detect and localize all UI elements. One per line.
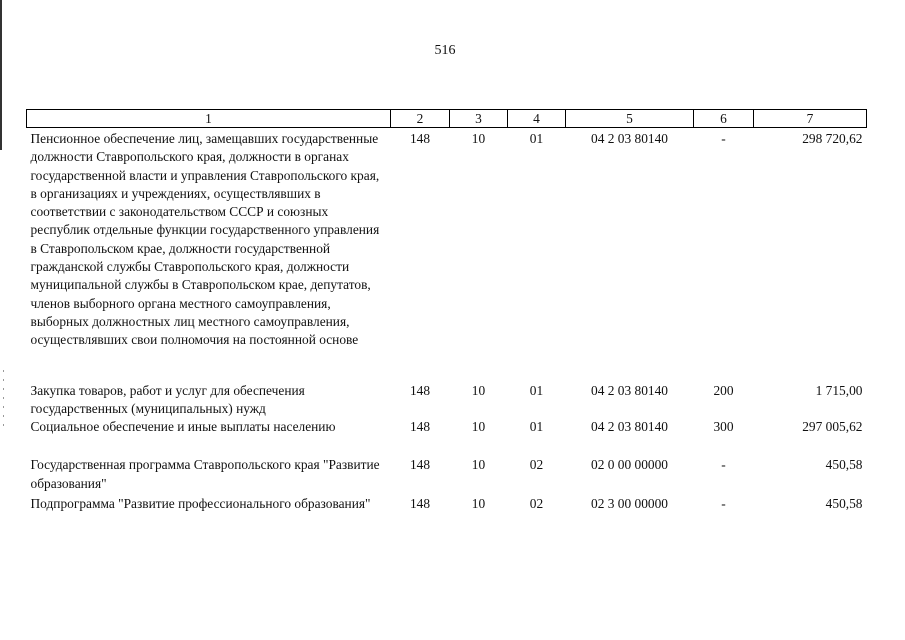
row-code-target: 04 2 03 80140 <box>591 419 668 435</box>
row-code-ministry: 148 <box>409 382 431 398</box>
column-header-5: 5 <box>566 110 694 128</box>
row-code-target: 02 0 00 00000 <box>591 457 668 473</box>
page-number: 516 <box>434 43 456 58</box>
budget-table <box>26 109 867 513</box>
row-amount: 450,58 <box>825 457 863 473</box>
row-amount: 450,58 <box>825 496 863 512</box>
row-name: Пенсионное обеспечение лиц, замещавших государственные должности Ставропольского края, должности в органах государственной власти и управления Ставропольского края, в организациях и учреждениях, осуществлявших в соответствии с законодательством СССР и союзных республик отдельные функции государственного управления в Ставропольском крае, должности государственной гражданской службы Ставропольского края, должности муниципальной службы в Ставропольском крае, депутатов, членов выборного органа местного самоуправления, выборных должностных лиц местного самоуправления, осуществлявших свои полномочия на постоянной основе <box>30 131 380 348</box>
row-code-subsection: 01 <box>529 382 544 398</box>
row-name: Государственная программа Ставропольского края "Развитие образования" <box>30 457 380 491</box>
row-code-section: 10 <box>471 131 486 146</box>
row-code-ministry: 148 <box>409 131 431 146</box>
row-amount: 298 720,62 <box>802 131 863 146</box>
row-code-expense-type: - <box>721 457 726 473</box>
row-code-subsection: 01 <box>529 419 544 435</box>
column-header-7: 7 <box>754 110 867 128</box>
row-code-subsection: 01 <box>529 131 544 146</box>
left-scan-specks <box>3 370 4 430</box>
row-amount: 1 715,00 <box>815 382 863 398</box>
row-code-expense-type: - <box>721 131 726 146</box>
table-row <box>27 436 867 493</box>
row-code-ministry: 148 <box>409 496 431 512</box>
row-code-section: 10 <box>471 419 486 435</box>
row-name: Подпрограмма "Развитие профессионального образования" <box>30 496 371 512</box>
row-code-section: 10 <box>471 457 486 473</box>
row-code-expense-type: 200 <box>713 382 734 398</box>
table-header-row <box>27 110 867 128</box>
row-amount: 297 005,62 <box>802 419 863 435</box>
table-row <box>27 493 867 513</box>
row-code-ministry: 148 <box>409 457 431 473</box>
row-name: Социальное обеспечение и иные выплаты населению <box>30 419 336 435</box>
left-scan-edge <box>0 0 2 150</box>
column-header-6: 6 <box>694 110 754 128</box>
row-code-expense-type: - <box>721 496 726 512</box>
row-code-target: 04 2 03 80140 <box>591 131 668 146</box>
table-row <box>27 128 867 350</box>
row-code-target: 04 2 03 80140 <box>591 382 668 398</box>
row-name: Закупка товаров, работ и услуг для обеспечения государственных (муниципальных) нужд <box>30 382 305 416</box>
table-row <box>27 418 867 436</box>
row-code-subsection: 02 <box>529 457 544 473</box>
table-row <box>27 350 867 419</box>
column-header-3: 3 <box>450 110 508 128</box>
row-code-subsection: 02 <box>529 496 544 512</box>
column-header-1: 1 <box>27 110 391 128</box>
row-code-ministry: 148 <box>409 419 431 435</box>
row-code-section: 10 <box>471 382 486 398</box>
column-header-4: 4 <box>508 110 566 128</box>
row-code-target: 02 3 00 00000 <box>591 496 668 512</box>
column-header-2: 2 <box>391 110 450 128</box>
row-code-expense-type: 300 <box>713 419 734 435</box>
row-code-section: 10 <box>471 496 486 512</box>
